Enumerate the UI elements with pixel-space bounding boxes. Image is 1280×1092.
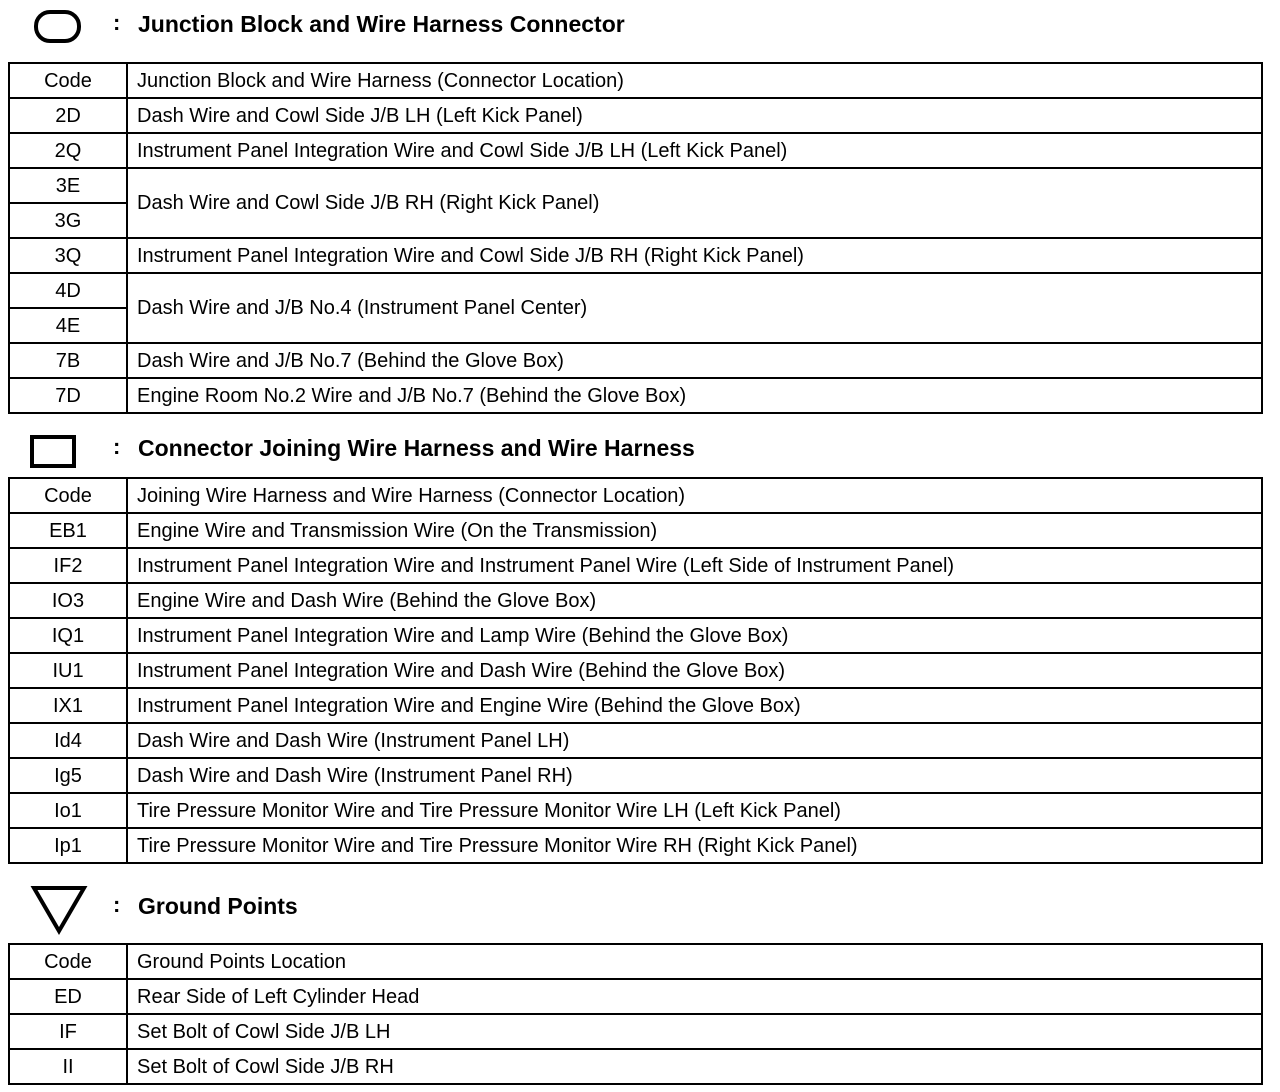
section-title: Junction Block and Wire Harness Connector <box>138 11 625 37</box>
row-description: Tire Pressure Monitor Wire and Tire Pressure Monitor Wire RH (Right Kick Panel) <box>127 828 1262 863</box>
row-description: Dash Wire and Cowl Side J/B LH (Left Kick Panel) <box>127 98 1262 133</box>
row-code: Id4 <box>9 723 127 758</box>
table-row <box>9 548 1262 583</box>
row-code: 3Q <box>9 238 127 273</box>
row-description: Engine Wire and Dash Wire (Behind the Glove Box) <box>127 583 1262 618</box>
section-header-ground-points <box>0 880 1280 930</box>
table-row <box>9 723 1262 758</box>
table-row <box>9 343 1262 378</box>
row-code: 7B <box>9 343 127 378</box>
table-row <box>9 1049 1262 1084</box>
row-description: Instrument Panel Integration Wire and Lamp Wire (Behind the Glove Box) <box>127 618 1262 653</box>
row-code: II <box>9 1049 127 1084</box>
row-code: IO3 <box>9 583 127 618</box>
table-row <box>9 513 1262 548</box>
table-row <box>9 758 1262 793</box>
table-header-row <box>9 944 1262 979</box>
rectangle-icon <box>29 434 79 470</box>
rounded-rectangle-icon <box>33 9 83 45</box>
table-row <box>9 238 1262 273</box>
table-row <box>9 688 1262 723</box>
table-row <box>9 168 1262 203</box>
row-code: IU1 <box>9 653 127 688</box>
row-code: 3E <box>9 168 127 203</box>
row-description: Instrument Panel Integration Wire and Dash Wire (Behind the Glove Box) <box>127 653 1262 688</box>
row-description: Set Bolt of Cowl Side J/B RH <box>127 1049 1262 1084</box>
row-description: Dash Wire and Dash Wire (Instrument Panel RH) <box>127 758 1262 793</box>
row-description: Tire Pressure Monitor Wire and Tire Pressure Monitor Wire LH (Left Kick Panel) <box>127 793 1262 828</box>
row-code: 3G <box>9 203 127 238</box>
section-title: Connector Joining Wire Harness and Wire Harness <box>138 435 695 461</box>
section-header-junction-block <box>0 0 1280 50</box>
table-row <box>9 653 1262 688</box>
table-row <box>9 133 1262 168</box>
row-code: IX1 <box>9 688 127 723</box>
table-row <box>9 618 1262 653</box>
row-code: IQ1 <box>9 618 127 653</box>
row-code: EB1 <box>9 513 127 548</box>
row-description: Instrument Panel Integration Wire and Instrument Panel Wire (Left Side of Instrument Panel) <box>127 548 1262 583</box>
row-description: Engine Room No.2 Wire and J/B No.7 (Behind the Glove Box) <box>127 378 1262 413</box>
row-description: Dash Wire and Dash Wire (Instrument Panel LH) <box>127 723 1262 758</box>
junction-block-table <box>8 62 1263 414</box>
row-description: Dash Wire and J/B No.4 (Instrument Panel Center) <box>127 273 1262 343</box>
row-description: Dash Wire and Cowl Side J/B RH (Right Kick Panel) <box>127 168 1262 238</box>
row-description: Engine Wire and Transmission Wire (On the Transmission) <box>127 513 1262 548</box>
table-row <box>9 273 1262 308</box>
colon: : <box>113 892 121 917</box>
table-row <box>9 828 1262 863</box>
section-header-connector-joining <box>0 424 1280 474</box>
row-code: ED <box>9 979 127 1014</box>
row-description: Instrument Panel Integration Wire and Engine Wire (Behind the Glove Box) <box>127 688 1262 723</box>
table-header-row <box>9 478 1262 513</box>
column-header-description: Junction Block and Wire Harness (Connector Location) <box>127 63 1262 98</box>
table-row <box>9 979 1262 1014</box>
row-description: Dash Wire and J/B No.7 (Behind the Glove Box) <box>127 343 1262 378</box>
row-code: 2D <box>9 98 127 133</box>
row-description: Instrument Panel Integration Wire and Cowl Side J/B LH (Left Kick Panel) <box>127 133 1262 168</box>
row-code: 2Q <box>9 133 127 168</box>
table-row <box>9 1014 1262 1049</box>
ground-points-table <box>8 943 1263 1085</box>
column-header-description: Ground Points Location <box>127 944 1262 979</box>
row-code: IF2 <box>9 548 127 583</box>
column-header-code: Code <box>9 478 127 513</box>
section-title: Ground Points <box>138 893 298 919</box>
table-row <box>9 583 1262 618</box>
row-code: 4D <box>9 273 127 308</box>
table-header-row <box>9 63 1262 98</box>
table-row <box>9 793 1262 828</box>
row-description: Instrument Panel Integration Wire and Cowl Side J/B RH (Right Kick Panel) <box>127 238 1262 273</box>
table-row <box>9 98 1262 133</box>
connector-joining-table <box>8 477 1263 864</box>
colon: : <box>113 434 121 459</box>
row-code: 7D <box>9 378 127 413</box>
row-code: Ig5 <box>9 758 127 793</box>
column-header-code: Code <box>9 63 127 98</box>
row-code: 4E <box>9 308 127 343</box>
row-code: Io1 <box>9 793 127 828</box>
table-row <box>9 378 1262 413</box>
row-description: Rear Side of Left Cylinder Head <box>127 979 1262 1014</box>
column-header-code: Code <box>9 944 127 979</box>
row-code: IF <box>9 1014 127 1049</box>
row-description: Set Bolt of Cowl Side J/B LH <box>127 1014 1262 1049</box>
column-header-description: Joining Wire Harness and Wire Harness (Connector Location) <box>127 478 1262 513</box>
colon: : <box>113 10 121 35</box>
row-code: Ip1 <box>9 828 127 863</box>
triangle-down-icon <box>29 883 89 935</box>
